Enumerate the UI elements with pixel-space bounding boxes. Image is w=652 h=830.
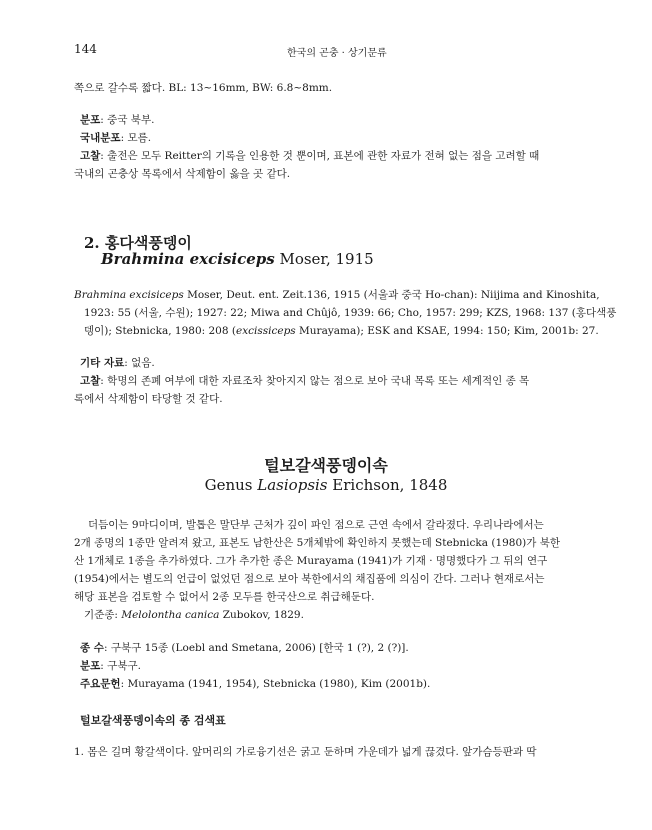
species-count-value: : 구북구 15종 (Loebl and Smetana, 2006) [한국 1 (?), 2 (?)]. <box>103 642 409 654</box>
synonymy-text-1: Moser, Deut. ent. Zeit.136, 1915 (서울과 중국 Ho-chan): Niijima and Kinoshita, <box>183 289 600 301</box>
previous-distribution <box>80 111 154 129</box>
species-2-remark-line-2: 록에서 삭제함이 타당할 것 같다. <box>74 393 223 405</box>
type-species-name: Melolontha canica <box>121 609 220 621</box>
type-species-line <box>84 606 304 624</box>
genus-distribution-value: : 구북구. <box>100 660 141 672</box>
synonymy-text-3b: Murayama); ESK and KSAE, 1994: 150; Kim, 2001b: 27. <box>295 325 599 337</box>
identification-key-title: 털보갈색풍뎅이속의 종 검색표 <box>80 714 226 727</box>
species-count-label: 종 수 <box>80 642 104 654</box>
type-species-label: 기준종: <box>84 609 122 621</box>
species-2-remark-label: 고찰 <box>80 375 101 387</box>
genus-paragraph-line-1: 더듬이는 9마디이며, 발톱은 말단부 근처가 깊이 파인 점으로 근연 속에서 갈라졌다. 우리나라에서는 <box>88 519 544 531</box>
genus-scientific-title <box>0 476 652 494</box>
page-number: 144 <box>74 42 97 56</box>
distribution-value: : 중국 북부. <box>100 114 155 126</box>
synonymy-line-3 <box>84 322 599 340</box>
genus-paragraph-line-5: 해당 표본을 검토할 수 없어서 2종 모두를 한국산으로 취급해둔다. <box>74 591 375 603</box>
domestic-distribution-label: 국내분포 <box>80 132 121 144</box>
literature-label: 주요문헌 <box>80 678 121 690</box>
synonymy-line-1 <box>74 286 600 304</box>
species-2-author: Moser, 1915 <box>274 250 374 268</box>
key-item-1: 1. 몸은 길며 황갈색이다. 앞머리의 가로융기선은 굵고 둔하며 가운데가 넓게 끊겼다. 앞가슴등판과 딱 <box>74 746 537 758</box>
other-data-label: 기타 자료 <box>80 357 125 369</box>
genus-literature <box>80 675 430 693</box>
genus-distribution-label: 분포 <box>80 660 101 672</box>
literature-value: : Murayama (1941, 1954), Stebnicka (1980), Kim (2001b). <box>120 678 431 690</box>
genus-paragraph-line-2: 2개 종명의 1종만 알려져 왔고, 표본도 남한산은 5개체밖에 확인하지 못했는데 Stebnicka (1980)가 북한 <box>74 537 561 549</box>
species-2-title: 2. 홍다색풍뎅이 <box>84 234 192 252</box>
previous-species-size-line: 쪽으로 갈수록 짧다. BL: 13~16mm, BW: 6.8~8mm. <box>74 82 333 94</box>
species-2-other-data <box>80 354 155 372</box>
synonymy-line-2: 1923: 55 (서울, 수원); 1927: 22; Miwa and Chûjô, 1939: 66; Cho, 1957: 299; KZS, 1968: 137 (홍다색풍 <box>84 307 617 319</box>
genus-species-count <box>80 639 409 657</box>
genus-prefix: Genus <box>204 476 258 494</box>
previous-remark-line-1 <box>80 147 539 165</box>
remark-text: : 출전은 모두 Reitter의 기록을 인용한 것 뿐이며, 표본에 관한 자료가 전혀 없는 점을 고려할 때 <box>100 150 540 162</box>
running-title: 한국의 곤충 · 상기문류 <box>287 48 387 59</box>
genus-author: Erichson, 1848 <box>327 476 448 494</box>
synonymy-text-3a: 뎅이); Stebnicka, 1980: 208 ( <box>84 325 236 337</box>
synonymy-misspelling: excissiceps <box>235 325 296 337</box>
genus-paragraph-line-3: 산 1개체로 1종을 추가하였다. 그가 추가한 종은 Murayama (1941)가 기재 · 명명했다가 그 뒤의 연구 <box>74 555 548 567</box>
type-species-author: Zubokov, 1829. <box>219 609 304 621</box>
species-2-binomial: Brahmina excisiceps <box>101 250 275 268</box>
genus-korean-title: 털보갈색풍뎅이속 <box>264 456 388 475</box>
remark-label: 고찰 <box>80 150 101 162</box>
distribution-label: 분포 <box>80 114 101 126</box>
species-2-remark-line-1 <box>80 372 529 390</box>
genus-distribution <box>80 657 141 675</box>
previous-remark-line-2: 국내의 곤충상 목록에서 삭제함이 옳을 곳 같다. <box>74 168 291 180</box>
species-2-scientific-name <box>101 250 374 268</box>
species-2-remark-text: : 학명의 존폐 여부에 대한 자료조차 찾아지지 않는 점으로 보아 국내 목록 또는 세계적인 종 목 <box>100 375 530 387</box>
synonymy-binomial: Brahmina excisiceps <box>74 289 184 301</box>
other-data-value: : 없음. <box>124 357 155 369</box>
genus-name: Lasiopsis <box>257 476 328 494</box>
genus-paragraph-line-4: (1954)에서는 별도의 언급이 없었던 점으로 보아 북한에서의 채집품에 의심이 간다. 그러나 현재로서는 <box>74 573 545 585</box>
domestic-distribution-value: : 모름. <box>120 132 152 144</box>
previous-domestic-distribution <box>80 129 151 147</box>
